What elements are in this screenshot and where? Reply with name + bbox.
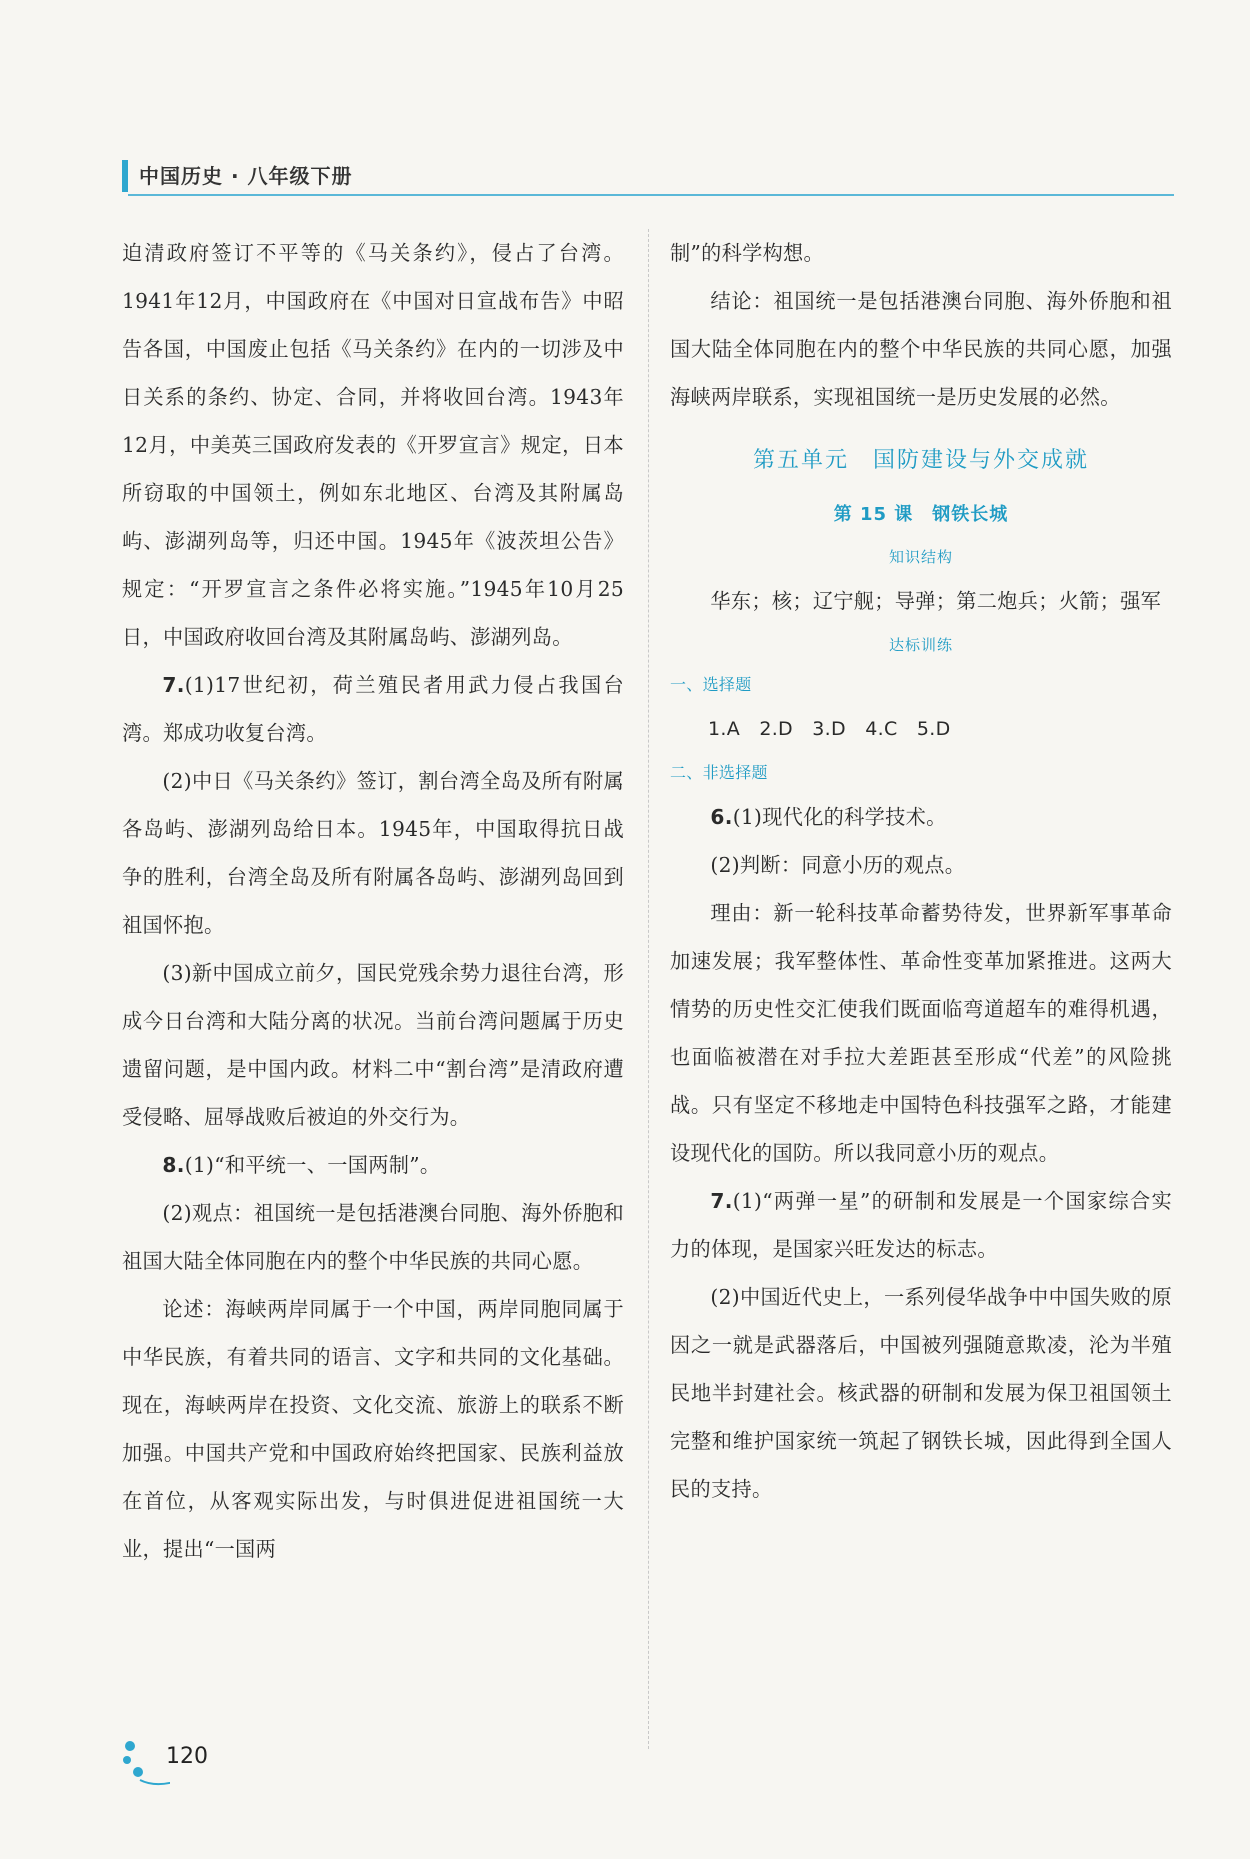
question-8-part-2: (2)观点：祖国统一是包括港澳台同胞、海外侨胞和祖国大陆全体同胞在内的整个中华民族的共同心愿。	[122, 1201, 624, 1273]
page-header	[122, 158, 1174, 194]
column-divider	[648, 229, 649, 1749]
knowledge-structure-text: 华东；核；辽宁舰；导弹；第二炮兵；火箭；强军	[710, 589, 1162, 613]
question-6-part-1	[670, 793, 1172, 841]
question-8-part-3: 论述：海峡两岸同属于一个中国，两岸同胞同属于中华民族，有着共同的语言、文字和共同的文化基础。现在，海峡两岸在投资、文化交流、旅游上的联系不断加强。中国共产党和中国政府始终把国家、民族利益放在首位，从客观实际出发，与时俱进促进祖国统一大业，提出“一国两	[122, 1297, 624, 1561]
question-7-part-2: (2)中日《马关条约》签订，割台湾全岛及所有附属各岛屿、澎湖列岛给日本。1945年，中国取得抗日战争的胜利，台湾全岛及所有附属各岛屿、澎湖列岛回到祖国怀抱。	[122, 769, 624, 937]
question-7-part-3: (3)新中国成立前夕，国民党残余势力退往台湾，形成今日台湾和大陆分离的状况。当前台湾问题属于历史遗留问题，是中国内政。材料二中“割台湾”是清政府遭受侵略、屈辱战败后被迫的外交行为。	[122, 961, 624, 1129]
answer-text: (1)“和平统一、一国两制”。	[184, 1153, 441, 1177]
question-7-part-1	[122, 661, 624, 757]
practice-heading: 达标训练	[888, 636, 953, 654]
right-column	[670, 229, 1172, 1513]
answer-text: (1)“两弹一星”的研制和发展是一个国家综合实力的体现，是国家兴旺发达的标志。	[670, 1189, 1172, 1261]
book-title: 中国历史 · 八年级下册	[139, 164, 353, 188]
question-7-part-1	[670, 1177, 1172, 1273]
header-accent-bar	[122, 160, 128, 192]
lesson-title: 第 15 课 钢铁长城	[833, 504, 1009, 525]
conclusion-paragraph: 结论：祖国统一是包括港澳台同胞、海外侨胞和祖国大陆全体同胞在内的整个中华民族的共同心愿，加强海峡两岸联系，实现祖国统一是历史发展的必然。	[670, 289, 1172, 409]
page-footer	[120, 1732, 240, 1802]
answer-text: (1)现代化的科学技术。	[732, 805, 947, 829]
page-number-decoration-icon	[120, 1732, 170, 1792]
page-number: 120	[166, 1744, 208, 1769]
question-7-part-2: (2)中国近代史上，一系列侵华战争中中国失败的原因之一就是武器落后，中国被列强随意欺凌，沦为半殖民地半封建社会。核武器的研制和发展为保卫祖国领土完整和维护国家统一筑起了钢铁长城，因此得到全国人民的支持。	[670, 1285, 1172, 1501]
question-number: 7.	[162, 673, 185, 697]
paragraph: 迫清政府签订不平等的《马关条约》，侵占了台湾。1941年12月，中国政府在《中国对日宣战布告》中昭告各国，中国废止包括《马关条约》在内的一切涉及中日关系的条约、协定、合同，并将收回台湾。1943年12月，中美英三国政府发表的《开罗宣言》规定，日本所窃取的中国领土，例如东北地区、台湾及其附属岛屿、澎湖列岛等，归还中国。1945年《波茨坦公告》规定：“开罗宣言之条件必将实施。”1945年10月25日，中国政府收回台湾及其附属岛屿、澎湖列岛。	[122, 241, 624, 649]
question-8-part-1	[122, 1141, 624, 1189]
header-rule	[128, 194, 1174, 196]
question-6-reason: 理由：新一轮科技革命蓄势待发，世界新军事革命加速发展；我军整体性、革命性变革加紧推进。这两大情势的历史性交汇使我们既面临弯道超车的难得机遇，也面临被潜在对手拉大差距甚至形成“代差”的风险挑战。只有坚定不移地走中国特色科技强军之路，才能建设现代化的国防。所以我同意小历的观点。	[670, 901, 1172, 1165]
paragraph: 制”的科学构想。	[670, 241, 825, 265]
question-number: 7.	[710, 1189, 733, 1213]
section-heading-nonchoice: 二、非选择题	[670, 763, 768, 782]
unit-title: 第五单元 国防建设与外交成就	[752, 448, 1089, 473]
choice-answers: 1.A 2.D 3.D 4.C 5.D	[708, 718, 951, 740]
knowledge-structure-heading: 知识结构	[888, 548, 953, 566]
left-column	[122, 229, 624, 1573]
question-number: 6.	[710, 805, 733, 829]
question-6-part-2: (2)判断：同意小历的观点。	[710, 853, 966, 877]
section-heading-choice: 一、选择题	[670, 675, 752, 694]
question-number: 8.	[162, 1153, 185, 1177]
answer-text: (1)17世纪初，荷兰殖民者用武力侵占我国台湾。郑成功收复台湾。	[122, 673, 624, 745]
